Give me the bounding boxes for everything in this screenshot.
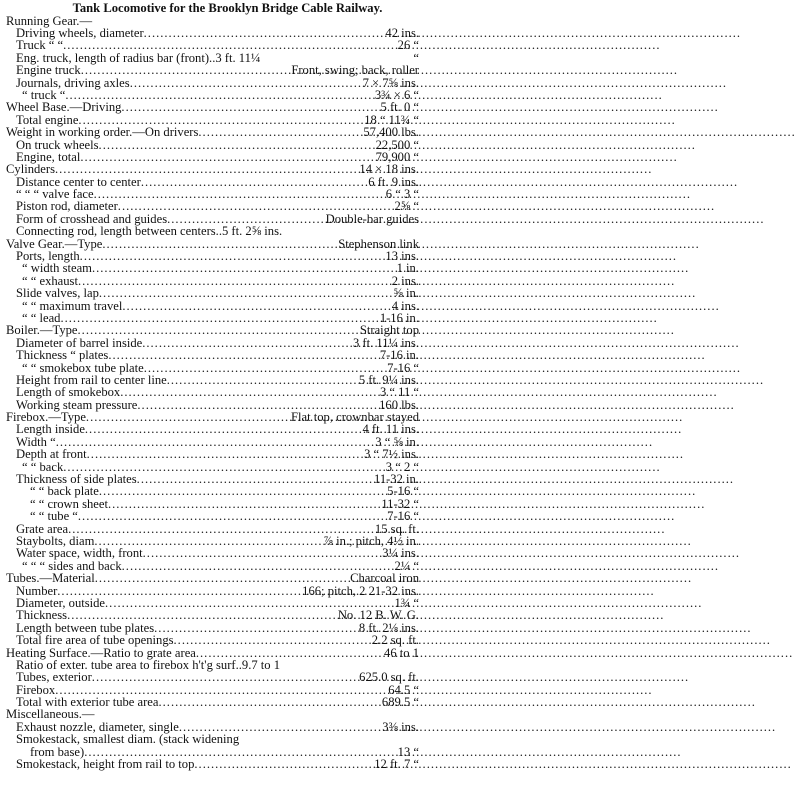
spec-value: 3⅜ ins. [382, 719, 419, 734]
spec-value: 11-32 in. [373, 472, 419, 487]
spec-value: 2¼ “ [394, 558, 419, 573]
spec-label: “ “ smokebox tube plate [22, 360, 144, 375]
spec-value: Flat top, crownbar stayed [290, 410, 419, 425]
spec-value: 4 ins. [391, 298, 419, 313]
spec-label: Valve Gear.—Type [6, 236, 103, 251]
leader-dots [99, 287, 394, 300]
spec-value: 625.0 sq. ft. [359, 670, 419, 685]
leader-dots [174, 634, 372, 647]
spec-value: Double-bar guides [325, 211, 419, 226]
spec-value: 166; pitch, 2 21-32 ins. [302, 583, 419, 598]
leader-dots [92, 671, 359, 684]
leader-dots [81, 64, 292, 77]
spec-value: 5-16 “ [387, 484, 419, 499]
spec-label: Thickness “ plates [16, 348, 109, 363]
leader-dots [95, 572, 350, 585]
spec-label: Connecting rod, length between centers..5 ft. 2⅝ ins. [16, 224, 283, 239]
document-title: Tank Locomotive for the Brooklyn Bridge Cable Railway. [72, 1, 383, 15]
leader-dots [121, 101, 380, 114]
spec-value: Charcoal iron [350, 571, 419, 586]
spec-label: Distance center to center [16, 174, 141, 189]
spec-label: “ “ lead [22, 310, 61, 325]
spec-row [0, 733, 423, 745]
spec-value: 5 ft. 9¼ ins. [358, 372, 419, 387]
spec-label: Total fire area of tube openings [16, 633, 174, 648]
spec-value: 6 “ 3 “ [385, 187, 419, 202]
spec-row [0, 485, 423, 497]
spec-value: 14 × 18 ins. [359, 162, 419, 177]
spec-label: Smokestack, smallest diam. (stack widening [16, 732, 240, 747]
spec-value: 3 ft. 11¼ ins. [352, 335, 419, 350]
spec-value: 3¾ × 6 “ [374, 87, 419, 102]
spec-label: Truck “ “ [16, 38, 64, 53]
spec-value: 1 in. [396, 261, 419, 276]
spec-row [0, 324, 423, 336]
spec-value: No. 12 B. W. G. [337, 608, 419, 623]
spec-row [0, 448, 423, 460]
spec-label: Boiler.—Type [6, 323, 78, 338]
spec-value: ⅝ in. [393, 286, 419, 301]
spec-value: 57,400 lbs. [363, 125, 419, 140]
spec-label: Width “ [16, 434, 56, 449]
spec-value: 11-32 “ [381, 496, 419, 511]
leader-dots [67, 609, 338, 622]
spec-value: 13 ins. [385, 249, 419, 264]
leader-dots [108, 349, 379, 362]
spec-value: 3 “ ⅝ in. [375, 434, 419, 449]
spec-label: “ “ “ sides and back [22, 558, 122, 573]
spec-row [0, 64, 423, 76]
leader-dots [198, 126, 363, 139]
spec-label: On truck wheels [16, 137, 99, 152]
spec-label: “ “ tube “ [30, 509, 78, 524]
spec-label: Journals, driving axles [16, 75, 130, 90]
spec-row [0, 39, 423, 51]
spec-label: Firebox [16, 682, 56, 697]
spec-label: Weight in working order.—On drivers [6, 125, 199, 140]
spec-value: 64.5 “ [388, 682, 419, 697]
spec-label: “ “ back plate [30, 484, 99, 499]
spec-label: “ “ exhaust [22, 273, 78, 288]
spec-label: Grate area [16, 521, 69, 536]
spec-row [0, 200, 423, 212]
spec-value: 79,900 “ [375, 149, 419, 164]
spec-label: Thickness of side plates [16, 472, 137, 487]
spec-label: Engine, total [16, 149, 81, 164]
spec-value: 12 ft. 7 “ [374, 757, 419, 772]
spec-value: 8 ft. 2⅛ ins. [358, 620, 419, 635]
spec-row [0, 287, 423, 299]
spec-label: Tubes, exterior [16, 670, 92, 685]
spec-label: Running Gear.— [6, 13, 93, 28]
spec-value: 26 “ [397, 38, 419, 53]
spec-value: 3 “ 2 “ [385, 459, 419, 474]
spec-label: Ports, length [16, 249, 80, 264]
spec-value: 2.2 sq. ft. [371, 633, 419, 648]
spec-value: 3 “ 11 “ [379, 385, 419, 400]
spec-label: Tubes.—Material [6, 571, 95, 586]
spec-label: Total engine [16, 112, 79, 127]
spec-value: ⅞ in.; pitch, 4½ in. [323, 534, 419, 548]
spec-row [0, 758, 423, 770]
spec-label: Length of smokebox [16, 385, 121, 400]
spec-value: 15 sq. ft. [374, 521, 419, 536]
leader-dots [159, 696, 382, 709]
spec-label: Cylinders [6, 162, 55, 177]
spec-label: Wheel Base.—Driving [6, 100, 122, 115]
spec-label: Ratio of exter. tube area to firebox h't'g surf..9.7 to 1 [16, 657, 281, 672]
spec-label: Staybolts, diam [16, 534, 95, 548]
spec-value: 7-16 “ [387, 509, 419, 524]
spec-value: Front, swing; back, roller [291, 63, 419, 78]
spec-label: Piston rod, diameter [16, 199, 118, 214]
spec-value: Straight top [359, 323, 419, 338]
spec-label: Depth at front [16, 447, 87, 462]
leader-dots [78, 510, 387, 523]
spec-label: “ truck “ [22, 87, 66, 102]
spec-label: Working steam pressure [16, 397, 138, 412]
spec-label: Form of crosshead and guides [16, 211, 168, 226]
spec-value: 5 ft. 0 “ [380, 100, 419, 115]
spec-value: 22,500 “ [375, 137, 419, 152]
spec-label: Thickness [16, 608, 68, 623]
spec-label: Length inside [16, 422, 85, 437]
spec-row [0, 671, 423, 683]
spec-label: Miscellaneous.— [6, 707, 95, 722]
spec-row [0, 609, 423, 621]
spec-value: 3 “ 7½ ins. [364, 447, 419, 462]
spec-value: 1-16 in. [379, 310, 419, 325]
spec-label: Driving wheels, diameter [16, 25, 144, 40]
spec-value: 18 “ 11¾ “ [364, 112, 419, 127]
spec-value: Stephenson link [338, 236, 419, 251]
spec-row [0, 101, 423, 113]
leader-dots [55, 163, 359, 176]
spec-label: Eng. truck, length of radius bar (front)..3 ft. 11¼ [16, 50, 261, 65]
spec-value: 160 lbs. [379, 397, 419, 412]
spec-value: 7-16 in. [379, 348, 419, 363]
spec-label: Total with exterior tube area [16, 695, 159, 710]
spec-value: 13 “ [397, 744, 419, 759]
spec-label: from base) [30, 744, 85, 759]
spec-label: “ “ crown sheet [30, 496, 108, 511]
spec-label: Engine truck [16, 63, 81, 78]
spec-label: “ “ maximum travel [22, 298, 123, 313]
spec-label: “ “ back [22, 459, 64, 474]
spec-value: 42 ins. [385, 25, 419, 40]
spec-label: Water space, width, front [16, 546, 143, 561]
spec-row [0, 126, 423, 138]
spec-row [0, 225, 423, 237]
spec-table [0, 15, 423, 771]
spec-row [0, 572, 423, 584]
spec-value: 2 ins. [391, 273, 419, 288]
spec-value: 689.5 “ [381, 695, 419, 710]
spec-label: “ “ “ valve face [16, 187, 94, 202]
spec-label: Diameter, outside [16, 595, 106, 610]
spec-row [0, 708, 423, 720]
spec-label: Firebox.—Type [6, 410, 86, 425]
spec-value: 4 ft. 11 ins. [362, 422, 419, 437]
spec-row [0, 163, 423, 175]
spec-row [0, 510, 423, 522]
spec-value: 6 ft. 9 ins. [368, 174, 419, 189]
spec-label: Smokestack, height from rail to top [16, 757, 195, 772]
leader-dots [120, 386, 380, 399]
spec-label: Number [16, 583, 58, 598]
spec-label: Height from rail to center line [16, 372, 167, 387]
spec-row [0, 634, 423, 646]
leader-dots [87, 448, 364, 461]
spec-row [0, 349, 423, 361]
spec-label: Length between tube plates [16, 620, 155, 635]
spec-value: 1¾ “ [394, 595, 419, 610]
spec-row [0, 262, 423, 274]
spec-value: 7 × 7⅝ ins. [362, 75, 419, 90]
spec-row [0, 386, 423, 398]
spec-label: Diameter of barrel inside [16, 335, 143, 350]
spec-value: 7-16 “ [387, 360, 419, 375]
spec-row [0, 547, 423, 559]
spec-label: “ width steam [22, 261, 92, 276]
leader-dots [194, 758, 374, 771]
spec-value: 3¼ ins. [382, 546, 419, 561]
spec-value: “ [413, 50, 419, 65]
spec-label: Heating Surface.—Ratio to grate area [6, 645, 196, 660]
spec-value: 2⅝ “ [394, 199, 419, 214]
spec-label: Slide valves, lap [16, 286, 99, 301]
spec-value: 46 to 1 [384, 645, 419, 660]
spec-label: Exhaust nozzle, diameter, single [16, 719, 179, 734]
